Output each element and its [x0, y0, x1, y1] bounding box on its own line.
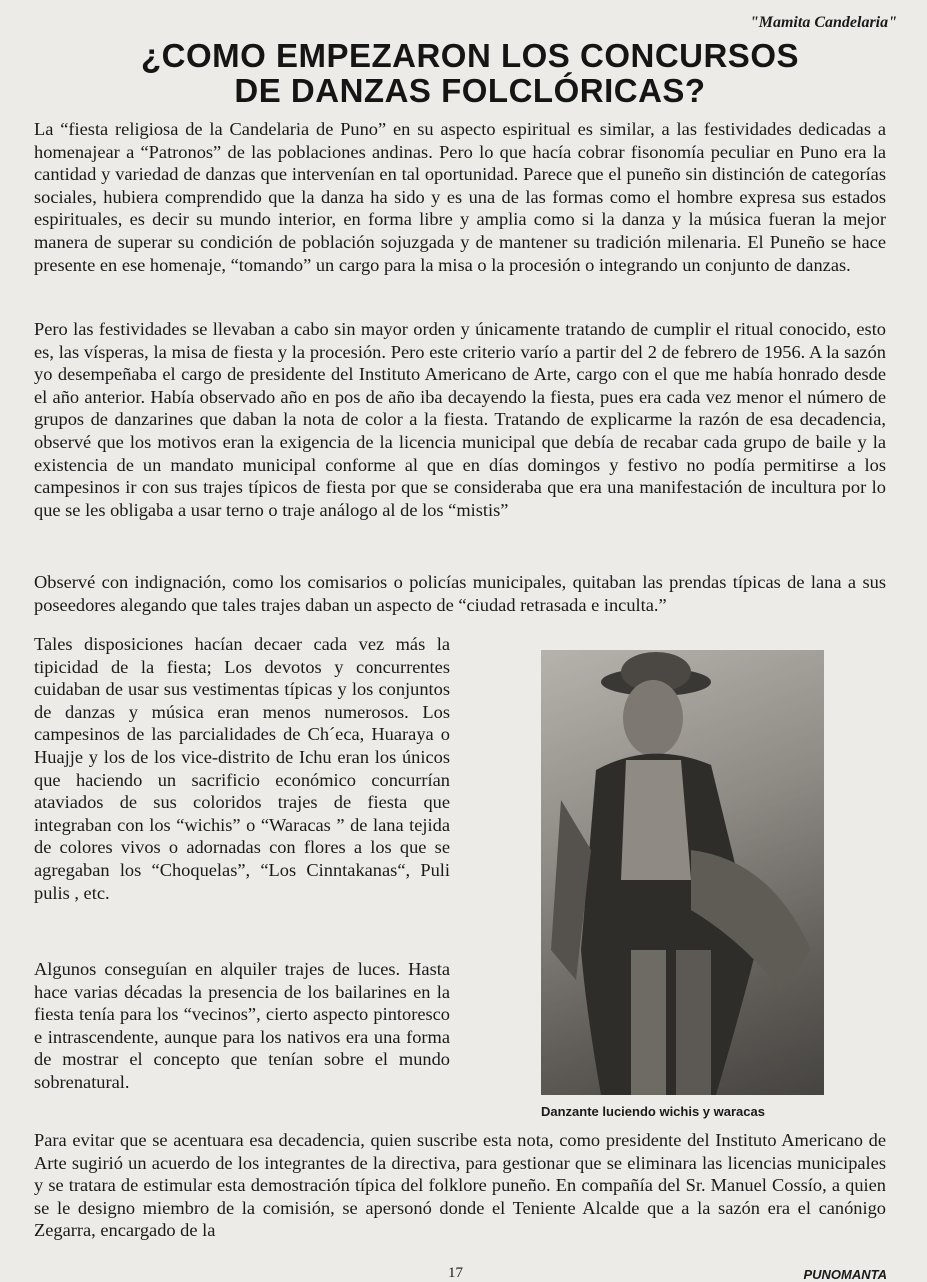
article-title	[80, 38, 860, 108]
title-line-1: ¿COMO EMPEZARON LOS CONCURSOS	[140, 37, 800, 74]
paragraph-3: Observé con indignación, como los comisarios o policías municipales, quitaban las prendas típicas de lana a sus poseedores alegando que tales trajes daban un aspecto de “ciudad retrasada e inculta.”	[34, 572, 886, 615]
leg-right	[676, 950, 711, 1095]
shirt	[621, 760, 691, 880]
dancer-photo	[541, 650, 824, 1095]
page-number: 17	[448, 1265, 463, 1281]
paragraph-5: Algunos conseguían en alquiler trajes de luces. Hasta hace varias décadas la presencia de los bailarines en la fiesta tenía para los “vecinos”, cierto aspecto pintoresco e intrascendente, aunque para los nativos era una forma de mostrar el concepto que tenían sobre el mundo sobrenatural.	[34, 959, 450, 1092]
paragraph-4: Tales disposiciones hacían decaer cada vez más la tipicidad de la fiesta; Los devotos y concurrentes cuidaban de usar sus vestimentas típicas y los conjuntos de danzas y música eran menos numerosos. Los campesinos de las parcialidades de Ch´eca, Huaraya o Huajje y los de los vice-distrito de Ichu eran los únicos que haciendo un sacrificio económico concurrían ataviados de sus coloridos trajes de fiesta que integraban con los “wichis” o “Waracas ” de lana tejida de colores vivos o adornadas con flores a los que se agregaban los “Choquelas”, “Los Cinntakanas“, Puli pulis , etc.	[34, 634, 450, 903]
dancer-illustration	[541, 650, 824, 1095]
paragraph-6: Para evitar que se acentuara esa decadencia, quien suscribe esta nota, como presidente del Instituto Americano de Arte sugirió un acuerdo de los integrantes de la directiva, para gestionar que se eliminara las licencias municipales y se tratara de estimular esta demostración típica del folklore puneño. En compañía del Sr. Manuel Cossío, a quien se le designo miembro de la comisión, se apersonó donde el Teniente Alcalde que a la sazón era el canónigo Zegarra, encargado de la	[34, 1130, 886, 1241]
running-header: "Mamita Candelaria"	[749, 14, 897, 31]
leg-left	[631, 950, 666, 1095]
publication-name: PUNOMANTA	[803, 1267, 887, 1282]
paragraph-2: Pero las festividades se llevaban a cabo sin mayor orden y únicamente tratando de cumplir el ritual conocido, esto es, las vísperas, la misa de fiesta y la procesión. Pero este criterio varío a partir del 2 de febrero de 1956. A la sazón yo desempeñaba el cargo de presidente del Instituto Americano de Arte, cargo con el que me había honrado desde el año anterior. Había observado año en pos de año iba decayendo la fiesta, pues era cada vez menor el número de grupos de danzarines que daban la nota de color a la fiesta. Tratando de explicarme la razón de esa decadencia, observé que los motivos eran la exigencia de la licencia municipal que debía de recabar cada grupo de baile y la existencia de un mandato municipal conforme al que en días domingos y festivo no podía permitirse a los campesinos ir con sus trajes típicos de fiesta por que se consideraba que era una manifestación de incultura por lo que se les obligaba a usar terno o traje análogo al de los “mistis”	[34, 319, 886, 520]
face	[623, 680, 683, 756]
photo-caption: Danzante luciendo wichis y waracas	[541, 1104, 765, 1119]
paragraph-1: La “fiesta religiosa de la Candelaria de Puno” en su aspecto espiritual es similar, a las festividades dedicadas a homenajear a “Patronos” de las poblaciones andinas. Pero lo que hacía cobrar fisonomía peculiar en Puno era la cantidad y variedad de danzas que intervenían en tal oportunidad. Parece que el puneño sin distinción de categorías sociales, hubiera comprendido que la danza ha sido y es una de las formas como el hombre expresa sus estados espirituales, es decir su mundo interior, en forma libre y amplia como si la danza y la música fueran la mejor manera de superar su condición de población sojuzgada y de mantener su tradición milenaria. El Puneño se hace presente en ese homenaje, “tomando” un cargo para la misa o la procesión o integrando un conjunto de danzas.	[34, 119, 886, 275]
title-line-2: DE DANZAS FOLCLÓRICAS?	[234, 72, 706, 109]
